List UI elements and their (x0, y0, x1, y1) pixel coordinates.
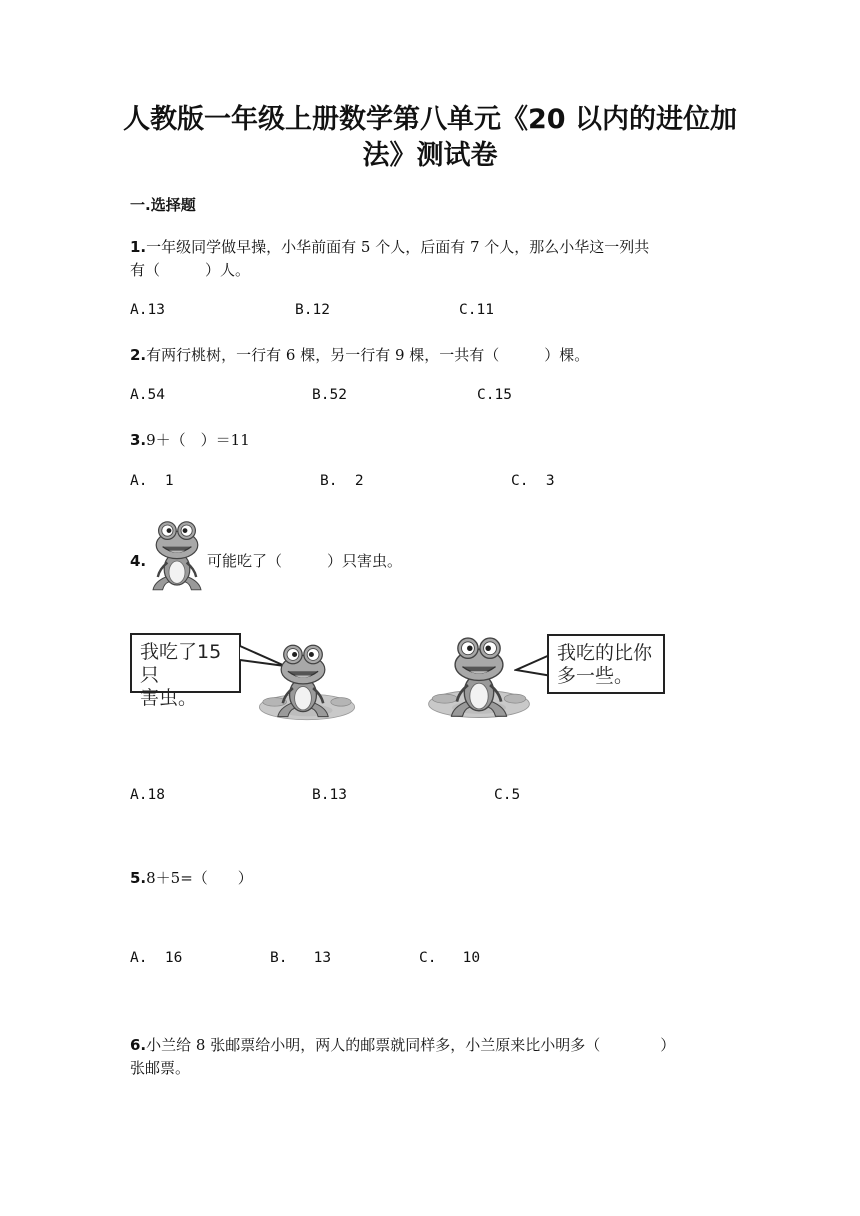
bubble-left-line-1: 我吃了15只 (140, 641, 222, 686)
option-b[interactable]: B.52 (312, 387, 347, 403)
option-b[interactable]: B.13 (312, 787, 347, 803)
speech-bubble-right (547, 634, 665, 694)
question-text: 一年级同学做早操，小华前面有 5 个人，后面有 7 个人，那么小华这一列共 (146, 238, 650, 256)
question-4-text: 可能吃了（ ）只害虫。 (207, 552, 403, 570)
option-c[interactable]: C.15 (477, 387, 512, 403)
section-heading: 一.选择题 (130, 196, 196, 214)
option-a[interactable]: A.18 (130, 787, 165, 803)
question-1 (130, 236, 730, 258)
question-5 (130, 867, 253, 889)
option-a[interactable]: A.13 (130, 302, 165, 318)
option-b[interactable]: B.12 (295, 302, 330, 318)
option-c[interactable]: C.5 (494, 787, 521, 803)
question-6 (130, 1034, 740, 1056)
option-a[interactable]: A. 16 (130, 950, 183, 966)
question-2 (130, 344, 730, 366)
bubble-right-line-1: 我吃的比你 (557, 642, 653, 664)
question-1-line-2: 有（ ）人。 (130, 261, 251, 279)
question-number: 5. (130, 869, 147, 887)
option-a[interactable]: A. 1 (130, 473, 174, 489)
option-a[interactable]: A.54 (130, 387, 165, 403)
question-number: 2. (130, 346, 147, 364)
speech-bubble-left (130, 633, 241, 709)
bubble-right-line-2: 多一些。 (557, 665, 634, 687)
question-number: 3. (130, 431, 147, 449)
question-text: 有两行桃树，一行有 6 棵，另一行有 9 棵，一共有（ ）棵。 (146, 346, 590, 364)
frog-image-left (268, 636, 338, 720)
bubble-left-line-2: 害虫。 (140, 687, 198, 709)
frog-image-small (145, 512, 209, 594)
question-text: 9＋（ ）＝11 (146, 431, 250, 449)
question-text: 小兰给 8 张邮票给小明，两人的邮票就同样多，小兰原来比小明多（ ） (146, 1036, 676, 1054)
question-text: 8＋5=（ ） (146, 869, 253, 887)
question-number: 4. (130, 552, 147, 570)
option-c[interactable]: C.11 (459, 302, 494, 318)
option-c[interactable]: C. 3 (511, 473, 555, 489)
page-title-line-2: 法》测试卷 (362, 140, 498, 171)
page-title-line-1: 人教版一年级上册数学第八单元《20 以内的进位加 (123, 104, 737, 135)
question-number: 1. (130, 238, 147, 256)
frog-image-right (438, 628, 520, 720)
option-b[interactable]: B. 2 (320, 473, 364, 489)
option-b[interactable]: B. 13 (270, 950, 332, 966)
question-6-line-2: 张邮票。 (130, 1059, 191, 1077)
question-4-number (130, 550, 146, 572)
option-c[interactable]: C. 10 (419, 950, 481, 966)
question-number: 6. (130, 1036, 147, 1054)
question-3 (130, 429, 250, 451)
